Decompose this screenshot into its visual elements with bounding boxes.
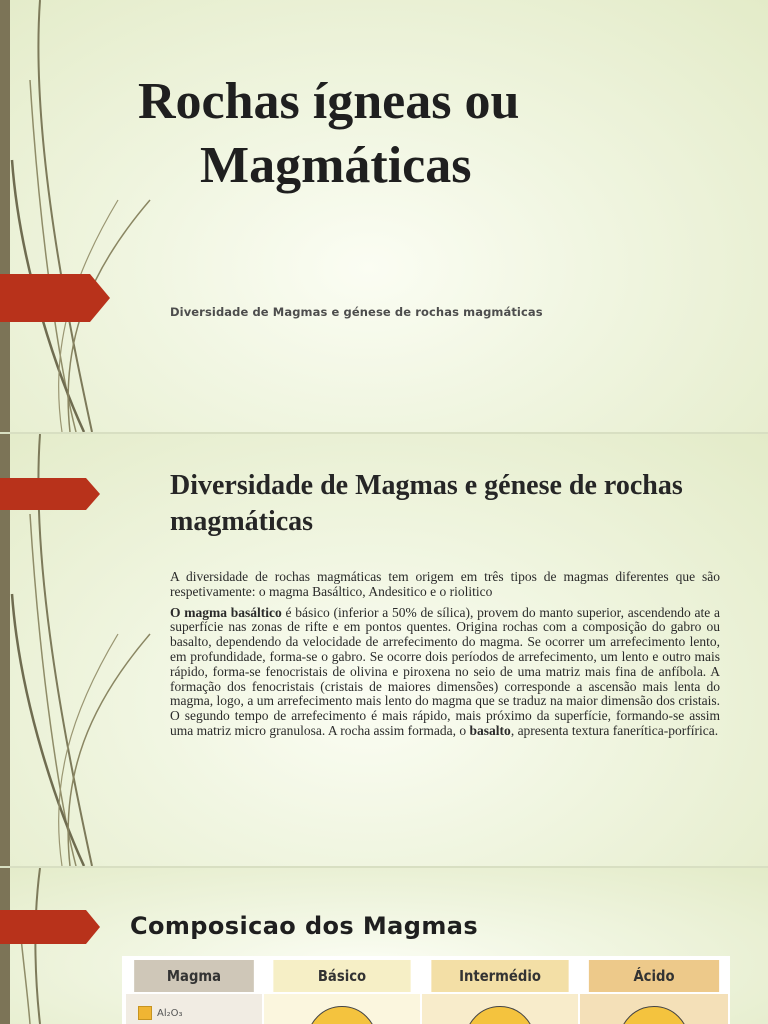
table-cell bbox=[264, 994, 420, 1024]
curve-decoration bbox=[0, 0, 200, 432]
paragraph-text: é básico (inferior a 50% de sílica), provem do manto superior, ascendendo ate a superfície nas zonas de rifte e em pontos quentes. Origina rochas com a composição do gabro ou basalto, dependendo da velocidade de arrefecimento do magma. Se ocorrer um arrefecimento lento, em profundidade, forma-se o gabro. Se ocorre dois períodos de arrefecimento, um lento e outro mais rápido, forma-se fenocristais de olivina e piroxena no seio de uma matriz mais fina de anfíbola. A formação dos fenocristais (cristais de maiores dimensões) corresponde a ascensão mais lenta do magma, logo, a um arrefecimento mais lento do magma que se traduz na maior dimensão dos cristais. O segundo tempo de arrefecimento é mais rápido, mais próximo da superfície, formando-se assim uma matriz micro granulosa. A rocha assim formada, o bbox=[170, 604, 720, 738]
table-header: Ácido bbox=[589, 960, 719, 992]
slide-diversity bbox=[0, 434, 768, 866]
arrow-marker bbox=[0, 274, 110, 327]
arrow-marker bbox=[0, 478, 100, 515]
pie-chart bbox=[307, 1006, 377, 1024]
intro-paragraph: A diversidade de rochas magmáticas tem origem em três tipos de magmas diferentes que são respetivamente: o magma Basáltico, Andesitico e o riolitico bbox=[170, 569, 720, 599]
table-header: Básico bbox=[273, 960, 410, 992]
slide-heading: Diversidade de Magmas e génese de rochas magmáticas bbox=[170, 470, 683, 537]
table-cell bbox=[422, 994, 578, 1024]
table-header: Magma bbox=[134, 960, 254, 992]
slide-title bbox=[0, 0, 768, 432]
title-line-2: Magmáticas bbox=[200, 137, 472, 194]
slide-composition bbox=[0, 868, 768, 1024]
legend-cell bbox=[126, 994, 262, 1024]
pie-chart bbox=[465, 1006, 535, 1024]
legend-label: Al₂O₃ bbox=[157, 1007, 183, 1019]
title-line-1: Rochas ígneas ou bbox=[138, 73, 520, 130]
slide-heading: Composicao dos Magmas bbox=[130, 912, 479, 940]
arrow-marker bbox=[0, 910, 100, 949]
paragraph-end: , apresenta textura fanerítica-porfírica. bbox=[510, 722, 719, 738]
legend-swatch bbox=[138, 1006, 152, 1020]
table-header: Intermédio bbox=[431, 960, 568, 992]
table-cell bbox=[580, 994, 728, 1024]
pie-chart bbox=[619, 1006, 689, 1024]
legend-item bbox=[138, 1006, 183, 1020]
magma-composition-table bbox=[122, 956, 730, 1024]
slide-body bbox=[170, 570, 720, 745]
slide-subtitle: Diversidade de Magmas e génese de rochas magmáticas bbox=[170, 305, 543, 319]
slide-title-text bbox=[138, 70, 658, 198]
bold-term: O magma basáltico bbox=[170, 604, 282, 620]
basaltic-paragraph bbox=[170, 606, 720, 739]
bold-term: basalto bbox=[469, 722, 511, 738]
